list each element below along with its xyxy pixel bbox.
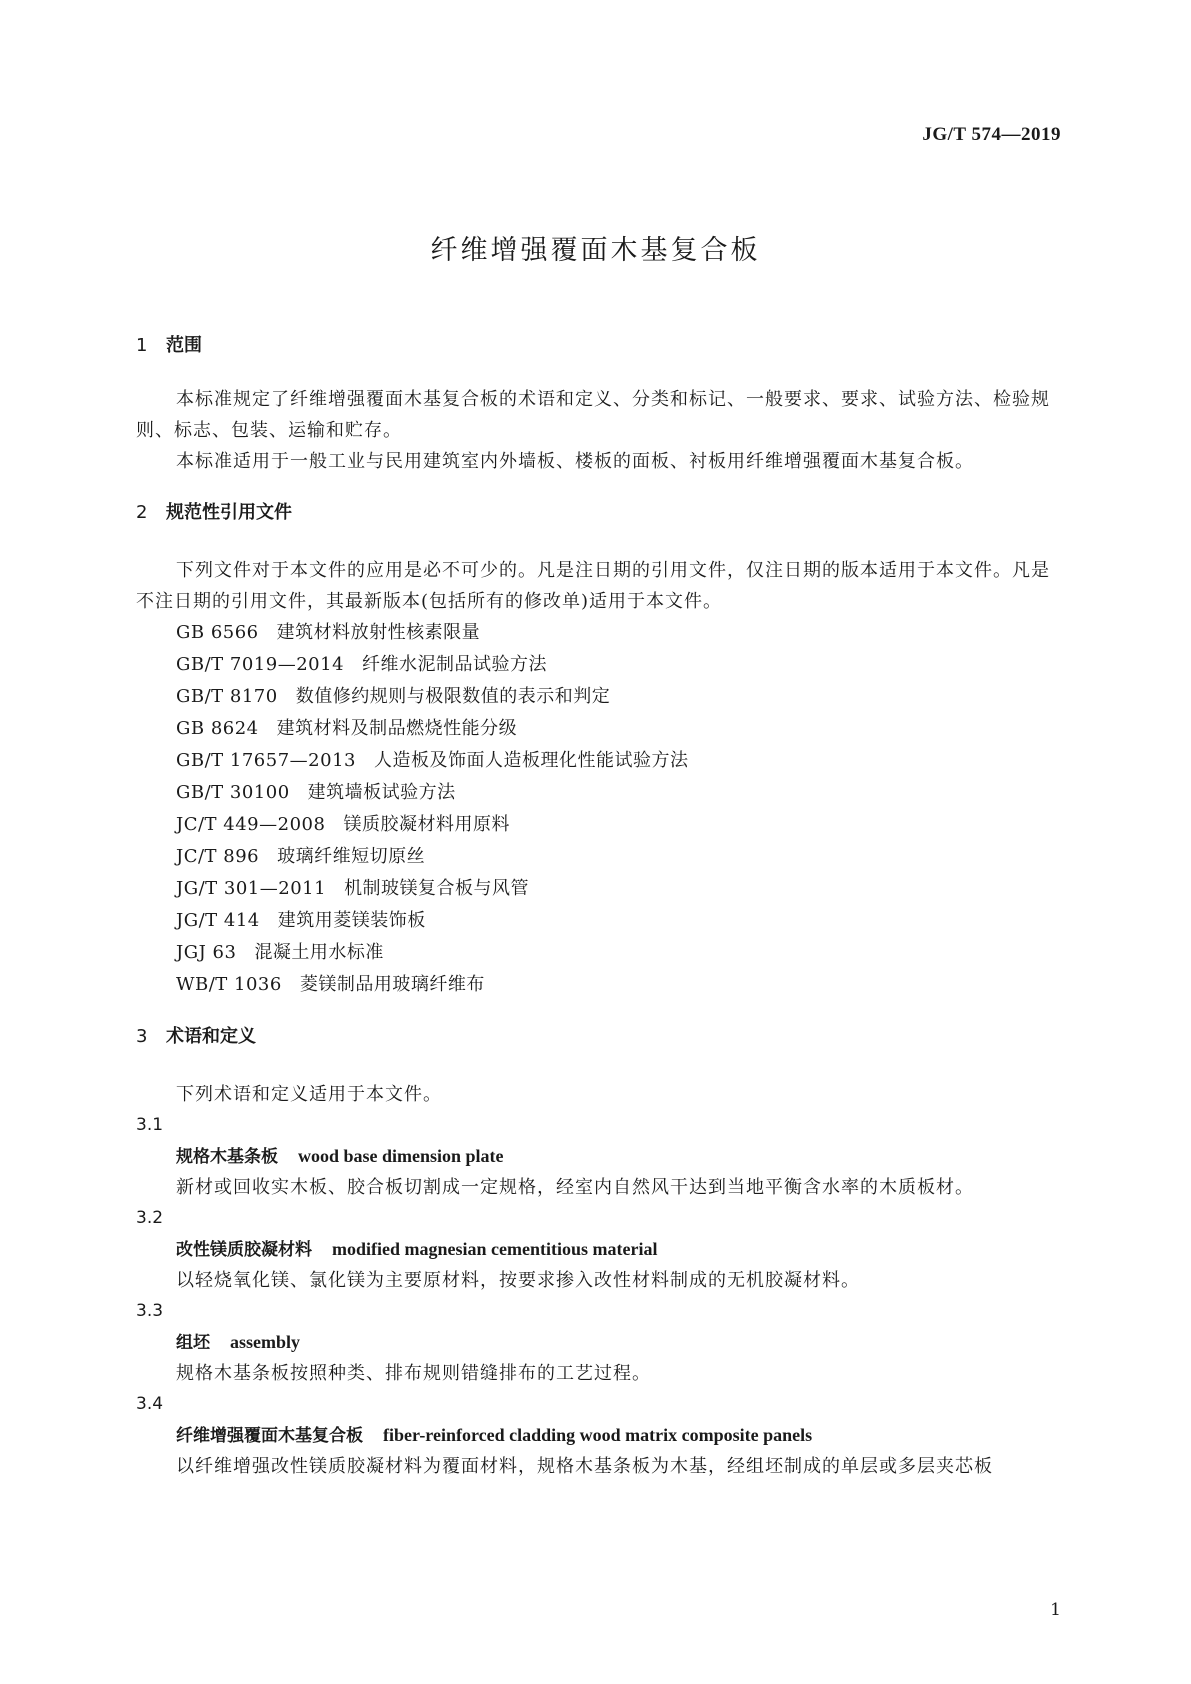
term-name — [136, 1327, 1061, 1358]
reference-item — [136, 745, 1061, 777]
term-name-zh: 改性镁质胶凝材料 — [176, 1240, 312, 1260]
section-number: 3 — [136, 1026, 148, 1047]
section-title: 范围 — [166, 335, 202, 356]
reference-title: 混凝土用水标准 — [254, 942, 384, 963]
term-name — [136, 1234, 1061, 1265]
reference-title: 菱镁制品用玻璃纤维布 — [299, 974, 485, 995]
paragraph: 本标准规定了纤维增强覆面木基复合板的术语和定义、分类和标记、一般要求、要求、试验方法、检验规则、标志、包装、运输和贮存。 — [136, 389, 1050, 441]
reference-code: GB/T 8170 — [176, 686, 278, 707]
term-name-en: assembly — [230, 1332, 301, 1352]
term-entry — [136, 1296, 1061, 1389]
section-number: 2 — [136, 502, 148, 523]
reference-code: GB/T 30100 — [176, 782, 290, 803]
standard-code: JG/T 574—2019 — [922, 124, 1061, 145]
reference-list — [136, 617, 1061, 1001]
reference-title: 玻璃纤维短切原丝 — [277, 846, 426, 867]
reference-item — [136, 681, 1061, 713]
section-heading-scope — [136, 330, 1061, 362]
term-definition: 规格木基条板按照种类、排布规则错缝排布的工艺过程。 — [176, 1363, 651, 1384]
document-title: 纤维增强覆面木基复合板 — [430, 235, 761, 266]
reference-item — [136, 841, 1061, 873]
term-definition: 新材或回收实木板、胶合板切割成一定规格，经室内自然风干达到当地平衡含水率的木质板材。 — [176, 1177, 974, 1198]
reference-title: 数值修约规则与极限数值的表示和判定 — [295, 686, 611, 707]
term-number: 3.3 — [136, 1301, 164, 1321]
reference-title: 建筑用菱镁装饰板 — [277, 910, 426, 931]
term-entry — [136, 1203, 1061, 1296]
term-name-en: fiber-reinforced cladding wood matrix composite panels — [383, 1425, 813, 1445]
reference-title: 人造板及饰面人造板理化性能试验方法 — [373, 750, 689, 771]
reference-title: 机制玻镁复合板与风管 — [344, 878, 530, 899]
reference-code: JG/T 301—2011 — [176, 878, 327, 899]
term-entry — [136, 1110, 1061, 1203]
section-title: 术语和定义 — [166, 1026, 256, 1047]
section-title: 规范性引用文件 — [166, 502, 292, 523]
section-number: 1 — [136, 335, 148, 356]
reference-title: 纤维水泥制品试验方法 — [362, 654, 548, 675]
page-number: 1 — [1050, 1600, 1061, 1620]
reference-code: GB 8624 — [176, 718, 259, 739]
document-body — [136, 330, 1061, 1482]
reference-item — [136, 937, 1061, 969]
reference-title: 建筑材料放射性核素限量 — [276, 622, 481, 643]
reference-item — [136, 809, 1061, 841]
reference-code: WB/T 1036 — [176, 974, 282, 995]
reference-title: 镁质胶凝材料用原料 — [343, 814, 510, 835]
term-name — [136, 1420, 1061, 1451]
reference-item — [136, 969, 1061, 1001]
reference-code: JC/T 449—2008 — [176, 814, 326, 835]
paragraph: 下列文件对于本文件的应用是必不可少的。凡是注日期的引用文件，仅注日期的版本适用于本文件。凡是不注日期的引用文件，其最新版本(包括所有的修改单)适用于本文件。 — [136, 560, 1050, 612]
term-name-zh: 纤维增强覆面木基复合板 — [176, 1426, 363, 1446]
reference-code: JC/T 896 — [176, 846, 260, 867]
reference-code: GB/T 17657—2013 — [176, 750, 356, 771]
term-number: 3.1 — [136, 1115, 164, 1135]
term-definition: 以轻烧氧化镁、氯化镁为主要原材料，按要求掺入改性材料制成的无机胶凝材料。 — [176, 1270, 860, 1291]
paragraph: 下列术语和定义适用于本文件。 — [176, 1084, 442, 1105]
reference-item — [136, 905, 1061, 937]
reference-title: 建筑材料及制品燃烧性能分级 — [276, 718, 518, 739]
term-name-en: wood base dimension plate — [298, 1146, 504, 1166]
term-entry — [136, 1389, 1061, 1482]
reference-item — [136, 649, 1061, 681]
reference-item — [136, 713, 1061, 745]
reference-item — [136, 777, 1061, 809]
reference-code: GB/T 7019—2014 — [176, 654, 345, 675]
term-name-en: modified magnesian cementitious material — [332, 1239, 658, 1259]
reference-code: JG/T 414 — [176, 910, 260, 931]
reference-item — [136, 873, 1061, 905]
paragraph: 本标准适用于一般工业与民用建筑室内外墙板、楼板的面板、衬板用纤维增强覆面木基复合板。 — [176, 451, 974, 472]
reference-code: JGJ 63 — [176, 942, 237, 963]
reference-code: GB 6566 — [176, 622, 259, 643]
term-name — [136, 1141, 1061, 1172]
section-heading-normative-references — [136, 497, 1061, 529]
term-name-zh: 规格木基条板 — [176, 1147, 278, 1167]
term-number: 3.2 — [136, 1208, 164, 1228]
term-number: 3.4 — [136, 1394, 164, 1414]
section-heading-terms — [136, 1021, 1061, 1053]
term-name-zh: 组坯 — [176, 1333, 210, 1353]
reference-title: 建筑墙板试验方法 — [307, 782, 456, 803]
term-definition: 以纤维增强改性镁质胶凝材料为覆面材料，规格木基条板为木基，经组坯制成的单层或多层夹芯板 — [176, 1456, 993, 1477]
reference-item — [136, 617, 1061, 649]
